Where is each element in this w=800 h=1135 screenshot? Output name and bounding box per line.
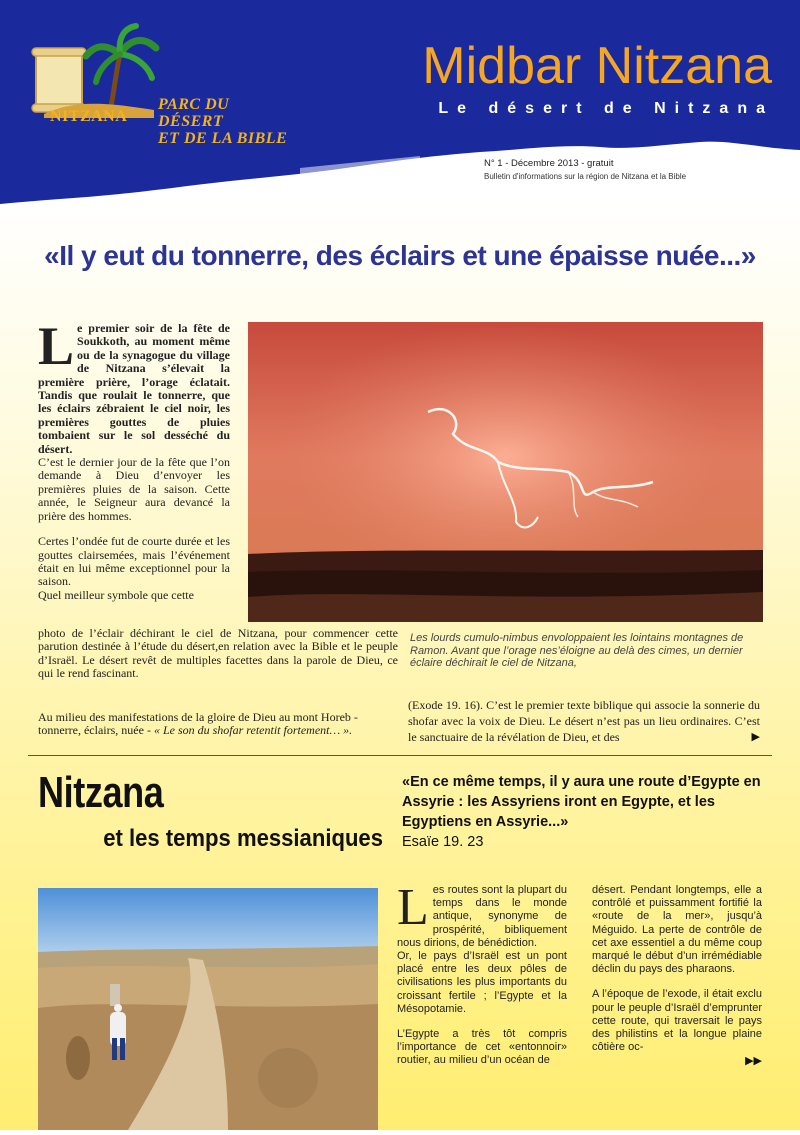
exode-text: (Exode 19. 16). C’est le premier texte biblique qui associe la sonnerie du shofar avec la voix de Dieu. Le désert n’est pas un lieu ordinaires. C’est le sanctuaire de la révélation de Dieu, et des bbox=[408, 698, 760, 744]
section2-column-2 bbox=[592, 884, 762, 1068]
desert-road-image bbox=[38, 888, 378, 1130]
bulletin-description: Bulletin d'informations sur la région de Nitzana et la Bible bbox=[484, 172, 687, 181]
horeb-text: Au milieu des manifestations de la gloire de Dieu au mont Horeb - tonnerre, éclairs, nuée - bbox=[38, 710, 358, 738]
logo-tagline-line1: PARC DU DÉSERT bbox=[158, 96, 230, 130]
article1-lead-column bbox=[38, 316, 230, 602]
logo-emblem-icon bbox=[24, 22, 164, 122]
lightning-photo bbox=[248, 322, 763, 622]
article1-dropcap: L bbox=[38, 316, 75, 376]
quote-reference: Esaïe 19. 23 bbox=[402, 834, 484, 850]
section2-column-1 bbox=[397, 879, 567, 1068]
section2-subtitle: et les temps messianiques bbox=[103, 825, 384, 852]
section2-paragraph-3: L’Egypte a très tôt compris l’importance de cet «entonnoir» routier, au milieu d’un océan de bbox=[397, 1028, 567, 1067]
article1-wide-paragraph: photo de l’éclair déchirant le ciel de Nitzana, pour commencer cette parution destinée à l’étude du désert,en relation avec la Bible et le peuple d’Israël. Le désert revêt de multiples facettes dans la parole de Dieu, ce qui le rend fascinant. bbox=[38, 626, 398, 681]
section2-dropcap: L bbox=[397, 879, 429, 936]
logo-wordmark: NITZANA bbox=[50, 108, 128, 125]
desert-road-photo bbox=[38, 888, 378, 1130]
article1-horeb-paragraph bbox=[38, 711, 400, 738]
article1-lead: e premier soir de la fête de Soukkoth, au moment même ou de la synagogue du village de Nitzana s’élevait la première prière, l’orage éclatait. Tandis que roulait le tonnerre, que les éclairs zébraient le ciel noir, les premières gouttes de pluies tombaient sur le sol desséché du désert. bbox=[38, 321, 230, 456]
section2-paragraph-1: es routes sont la plupart du temps dans le monde antique, synonyme de prospérité, bibliquement nous dirions, de bénédiction. bbox=[397, 884, 567, 949]
photo-caption: Les lourds cumulo-nimbus envoloppaient les lointains montagnes de Ramon. Avant que l’orage nes’éloigne au delà des cimes, un dernier éclaire déchirait le ciel de Nitzana, bbox=[410, 632, 744, 669]
issue-info: N° 1 - Décembre 2013 - gratuit bbox=[484, 158, 614, 169]
article1-paragraph-4a: Quel meilleur symbole que cette bbox=[38, 587, 194, 602]
section2-paragraph-5: A l’époque de l’exode, il était exclu pour le peuple d’Israël d’emprunter cette route, qui traversait le pays des philistins et la longue plaine côtière oc- bbox=[592, 988, 762, 1054]
masthead-title: Midbar Nitzana bbox=[422, 37, 772, 95]
masthead-subtitle: Le désert de Nitzana bbox=[438, 100, 774, 117]
section2-paragraph-2: Or, le pays d’Israël est un pont placé entre les deux pôles de civilisations les plus importants du croissant fertile ; l’Egypte et la Mésopotamie. bbox=[397, 950, 567, 1015]
logo-tagline-line2: ET DE LA BIBLE bbox=[158, 130, 288, 147]
section-divider bbox=[28, 755, 772, 756]
article1-continued bbox=[408, 697, 760, 745]
main-headline: «Il y eut du tonnerre, des éclairs et une épaisse nuée...» bbox=[44, 240, 756, 271]
section2-paragraph-4: désert. Pendant longtemps, elle a contrôlé et puissamment fortifié la «route de la mer», jusqu’à Méguido. La perte de contrôle de cet axe essentiel a du même coup marqué le début d’un irrémédiable déclin du pays des pharaons. bbox=[592, 884, 762, 976]
continue-arrow-icon: ▶ bbox=[751, 730, 760, 743]
lightning-image bbox=[248, 322, 763, 622]
continue-double-arrow-icon: ▶▶ bbox=[745, 1054, 762, 1068]
section2-quote: «En ce même temps, il y aura une route d’Egypte en Assyrie : les Assyriens iront en Egypte, et les Egyptiens en Assyrie...» bbox=[402, 774, 761, 830]
section2-title: Nitzana bbox=[38, 768, 164, 817]
article1-paragraph-3: Certes l’ondée fut de courte durée et les gouttes clairsemées, mais l’événement était en lui même exceptionnel pour la saison. bbox=[38, 534, 230, 589]
logo-tagline bbox=[158, 96, 298, 147]
article1-paragraph-2: C’est le dernier jour de la fête que l’on demande à Dieu d’envoyer les premières pluies de la saison. Cette année, le Seigneur aura devancé la prière des hommes. bbox=[38, 455, 230, 523]
horeb-quote: « Le son du shofar retentit fortement… ». bbox=[153, 723, 353, 738]
